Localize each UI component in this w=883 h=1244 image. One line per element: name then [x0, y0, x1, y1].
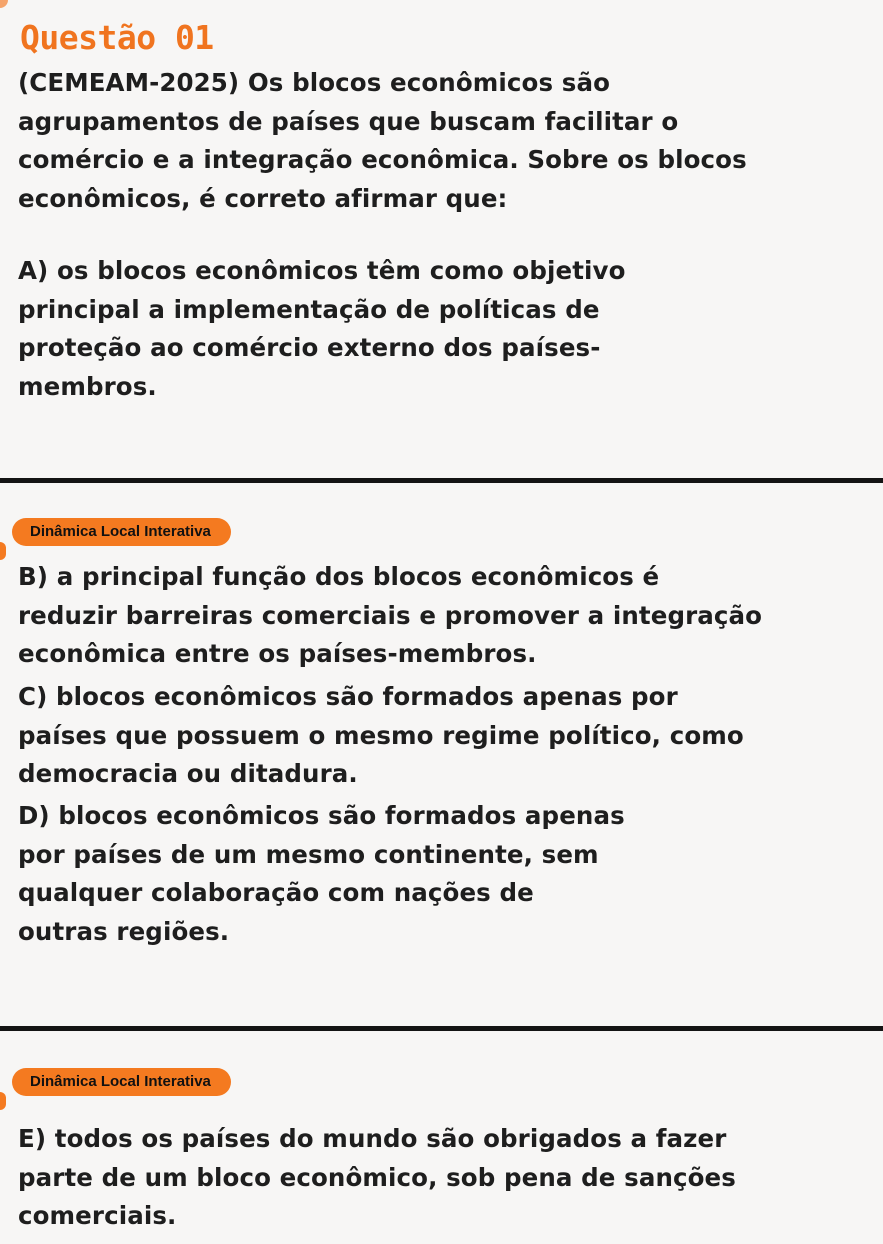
option-b: B) a principal função dos blocos econômicos é reduzir barreiras comerciais e promover a integração econômica entre os países-membros. — [18, 562, 763, 668]
dinamica-badge: Dinâmica Local Interativa — [12, 1068, 231, 1096]
question-statement: (CEMEAM-2025) Os blocos econômicos são agrupamentos de países que buscam facilitar o comércio e a integração econômica. Sobre os blocos econômicos, é correto afirmar que: — [18, 68, 747, 213]
option-e: E) todos os países do mundo são obrigados a fazer parte de um bloco econômico, sob pena de sanções comerciais. — [18, 1124, 736, 1230]
slide-divider — [0, 1026, 883, 1031]
slide-question — [0, 0, 883, 478]
slide-option-e — [0, 1032, 883, 1244]
option-c: C) blocos econômicos são formados apenas por países que possuem o mesmo regime político, como democracia ou ditadura. — [18, 682, 744, 788]
option-d: D) blocos econômicos são formados apenas por países de um mesmo continente, sem qualquer colaboração com nações de outras regiões. — [18, 801, 625, 946]
badge-notch — [0, 1092, 6, 1110]
option-a: A) os blocos econômicos têm como objetivo principal a implementação de políticas de proteção ao comércio externo dos países- membros. — [18, 256, 626, 401]
dinamica-badge: Dinâmica Local Interativa — [12, 518, 231, 546]
corner-accent-mark — [0, 0, 8, 8]
badge-notch — [0, 542, 6, 560]
question-title: Questão 01 — [20, 18, 214, 57]
slide-options-bcd — [0, 484, 883, 1026]
slide-divider — [0, 478, 883, 483]
